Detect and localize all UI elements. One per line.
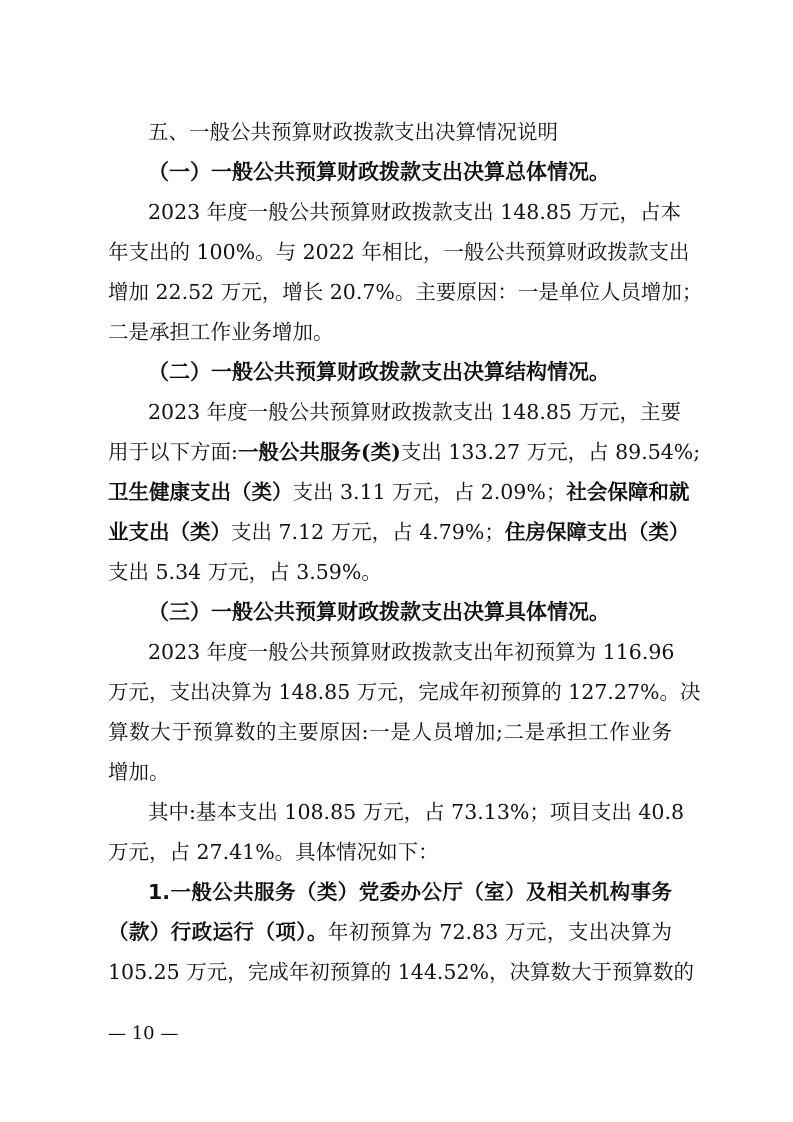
item1-line-2 (108, 918, 672, 946)
sub2-line-4 (108, 518, 690, 546)
sub2-line-2-pre: 用于以下方面: (108, 440, 238, 464)
sub2-line-2 (108, 438, 701, 466)
item1-line-1: 1.一般公共服务（类）党委办公厅（室）及相关机构事务 (148, 880, 672, 904)
sub1-heading: （一）一般公共预算财政拨款支出决算总体情况。 (148, 160, 610, 184)
sub3-detail-line-2: 万元，占 27.41%。具体情况如下： (108, 840, 439, 864)
item1-line-2-post: 年初预算为 72.83 万元，支出决算为 (327, 920, 672, 944)
item1-line-3: 105.25 万元，完成年初预算的 144.52%，决算数大于预算数的 (108, 960, 694, 984)
sub1-line-3: 增加 22.52 万元，增长 20.7%。主要原因：一是单位人员增加； (108, 280, 703, 304)
sub3-detail-line-1: 其中:基本支出 108.85 万元，占 73.13%；项目支出 40.8 (148, 800, 685, 824)
sub2-line-1: 2023 年度一般公共预算财政拨款支出 148.85 万元，主要 (148, 400, 681, 424)
category-social-security-part2: 业支出（类） (108, 520, 231, 544)
page-number: — 10 — (108, 1023, 179, 1044)
sub2-line-4-mid: 支出 7.12 万元，占 4.79%； (231, 520, 505, 544)
sub3-line-1: 2023 年度一般公共预算财政拨款支出年初预算为 116.96 (148, 640, 675, 664)
sub2-line-3-mid: 支出 3.11 万元，占 2.09%； (292, 480, 567, 504)
category-health: 卫生健康支出（类） (108, 480, 293, 504)
sub3-heading: （三）一般公共预算财政拨款支出决算具体情况。 (148, 600, 610, 624)
sub3-line-3: 算数大于预算数的主要原因:一是人员增加;二是承担工作业务 (108, 720, 672, 744)
category-social-security-part1: 社会保障和就 (566, 480, 690, 504)
sub1-line-2: 年支出的 100%。与 2022 年相比，一般公共预算财政拨款支出 (108, 240, 690, 264)
sub2-line-5: 支出 5.34 万元，占 3.59%。 (108, 560, 382, 584)
sub1-line-4: 二是承担工作业务增加。 (108, 320, 334, 344)
item1-title-end: （款）行政运行（项）。 (108, 920, 328, 944)
sub3-line-2: 万元，支出决算为 148.85 万元，完成年初预算的 127.27%。决 (108, 680, 701, 704)
sub2-line-2-post: 支出 133.27 万元，占 89.54%; (400, 440, 701, 464)
sub1-line-1: 2023 年度一般公共预算财政拨款支出 148.85 万元，占本 (148, 200, 681, 224)
section-title: 五、一般公共预算财政拨款支出决算情况说明 (148, 120, 558, 144)
sub2-line-3 (108, 478, 690, 506)
sub3-line-4: 增加。 (108, 760, 170, 784)
sub2-heading: （二）一般公共预算财政拨款支出决算结构情况。 (148, 360, 610, 384)
category-general-public-services: 一般公共服务(类) (237, 440, 401, 464)
category-housing: 住房保障支出（类） (504, 520, 690, 544)
